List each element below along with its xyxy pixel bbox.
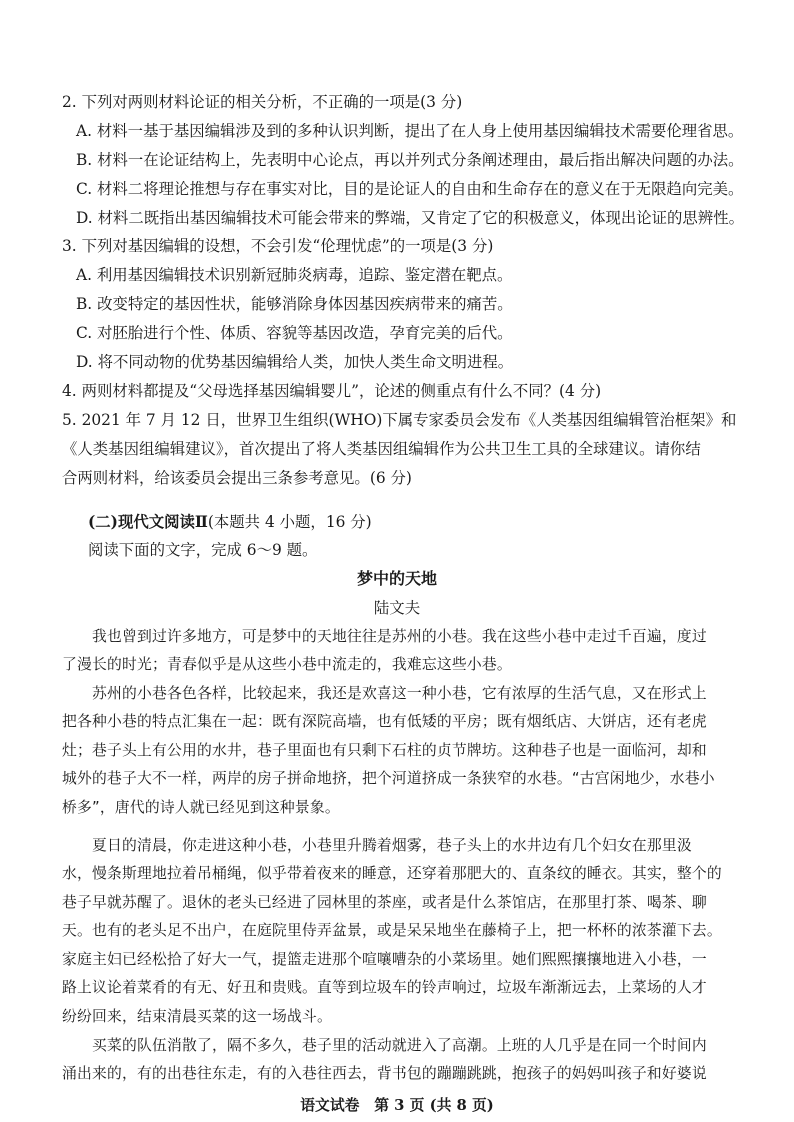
article-line: 了漫长的时光；青春似乎是从这些小巷中流走的，我难忘这些小巷。 xyxy=(62,656,512,673)
article-line: 家庭主妇已经松拾了好大一气，提篮走进那个喧嚷嘈杂的小菜场里。她们熙熙攘攘地进入小巷，一 xyxy=(62,951,707,968)
question-3-stem: 3. 下列对基因编辑的设想，不会引发“伦理忧虑”的一项是(3 分) xyxy=(62,237,494,255)
question-3-option-c: C. 对胚胎进行个性、体质、容貌等基因改造，孕育完美的后代。 xyxy=(76,324,513,342)
question-2-option-b: B. 材料一在论证结构上，先表明中心论点，再以并列式分条阐述理由，最后指出解决问题的办法。 xyxy=(76,151,744,169)
article-line: 买菜的队伍消散了，隔不多久，巷子里的活动就进入了高潮。上班的人几乎是在同一个时间内 xyxy=(62,1037,707,1054)
question-2-option-a: A. 材料一基于基因编辑涉及到的多种认识判断，提出了在人身上使用基因编辑技术需要伦理省思。 xyxy=(76,122,744,140)
article-title: 梦中的天地 xyxy=(356,569,437,588)
article-line: 巷子早就苏醒了。退休的老头已经进了园林里的茶座，或者是什么茶馆店，在那里打茶、喝茶、聊 xyxy=(62,894,707,911)
article-line: 纷纷回来，结束清晨买菜的这一场战斗。 xyxy=(62,1008,332,1025)
section-heading-sub: (本题共 4 小题，16 分) xyxy=(207,513,372,531)
question-5-line-1: 5. 2021 年 7 月 12 日，世界卫生组织(WHO)下属专家委员会发布《人类基因组编辑管治框架》和 xyxy=(62,411,737,429)
article-line: 路上议论着菜肴的有无、好丑和贵贱。直等到垃圾车的铃声响过，垃圾车渐渐远去，上菜场的人才 xyxy=(62,979,707,996)
question-5-line-3: 合两则材料，给该委员会提出三条参考意见。(6 分) xyxy=(62,469,412,487)
section-heading-title: (二)现代文阅读Ⅱ xyxy=(88,513,208,531)
article-line: 把各种小巷的特点汇集在一起：既有深院高墙，也有低矮的平房；既有烟纸店、大饼店，还有老虎 xyxy=(62,713,707,730)
question-3-option-d: D. 将不同动物的优势基因编辑给人类，加快人类生命文明进程。 xyxy=(76,353,514,371)
article-line: 灶；巷子头上有公用的水井，巷子里面也有只剩下石柱的贞节牌坊。这种巷子也是一面临河，却和 xyxy=(62,742,707,759)
article-line: 天。也有的老头足不出户，在庭院里侍弄盆景，或是呆呆地坐在藤椅子上，把一杯杯的浓茶灌下去。 xyxy=(62,922,722,939)
question-2-option-d: D. 材料二既指出基因编辑技术可能会带来的弊端，又肯定了它的积极意义，体现出论证的思辨性。 xyxy=(76,209,744,227)
question-2-option-c: C. 材料二将理论推想与存在事实对比，目的是论证人的自由和生命存在的意义在于无限趋向完美。 xyxy=(76,180,744,198)
question-3-option-a: A. 利用基因编辑技术识别新冠肺炎病毒，追踪、鉴定潜在靶点。 xyxy=(76,266,513,284)
article-line: 苏州的小巷各色各样，比较起来，我还是欢喜这一种小巷，它有浓厚的生活气息，又在形式上 xyxy=(62,685,707,702)
article-line: 城外的巷子大不一样，两岸的房子拼命地挤，把个河道挤成一条狭窄的水巷。“古宫闲地少，水巷小 xyxy=(62,770,715,787)
page-footer: 语文试卷 第 3 页 (共 8 页) xyxy=(300,1097,494,1114)
question-4-stem: 4. 两则材料都提及“父母选择基因编辑婴儿”，论述的侧重点有什么不同？(4 分) xyxy=(62,382,602,400)
section-heading xyxy=(88,512,372,532)
section-instruction: 阅读下面的文字，完成 6～9 题。 xyxy=(88,541,318,559)
question-5-line-2: 《人类基因组编辑建议》，首次提出了将人类基因组编辑作为公共卫生工具的全球建议。请你结 xyxy=(62,440,701,458)
article-line: 我也曾到过许多地方，可是梦中的天地往往是苏州的小巷。我在这些小巷中走过千百遍，度过 xyxy=(62,628,707,645)
article-author: 陆文夫 xyxy=(373,599,421,617)
question-3-option-b: B. 改变特定的基因性状，能够消除身体因基因疾病带来的痛苦。 xyxy=(76,295,513,313)
article-line: 夏日的清晨，你走进这种小巷，小巷里升腾着烟雾，巷子头上的水井边有几个妇女在那里汲 xyxy=(62,837,692,854)
article-line: 桥多”，唐代的诗人就已经见到这种景象。 xyxy=(62,799,340,816)
article-line: 涌出来的，有的出巷往东走，有的入巷往西去，背书包的蹦蹦跳跳，抱孩子的妈妈叫孩子和好婆说 xyxy=(62,1065,707,1082)
question-2-stem: 2. 下列对两则材料论证的相关分析，不正确的一项是(3 分) xyxy=(62,93,463,111)
article-line: 水，慢条斯理地拉着吊桶绳，似乎带着夜来的睡意，还穿着那肥大的、直条纹的睡衣。其实，整个的 xyxy=(62,865,722,882)
